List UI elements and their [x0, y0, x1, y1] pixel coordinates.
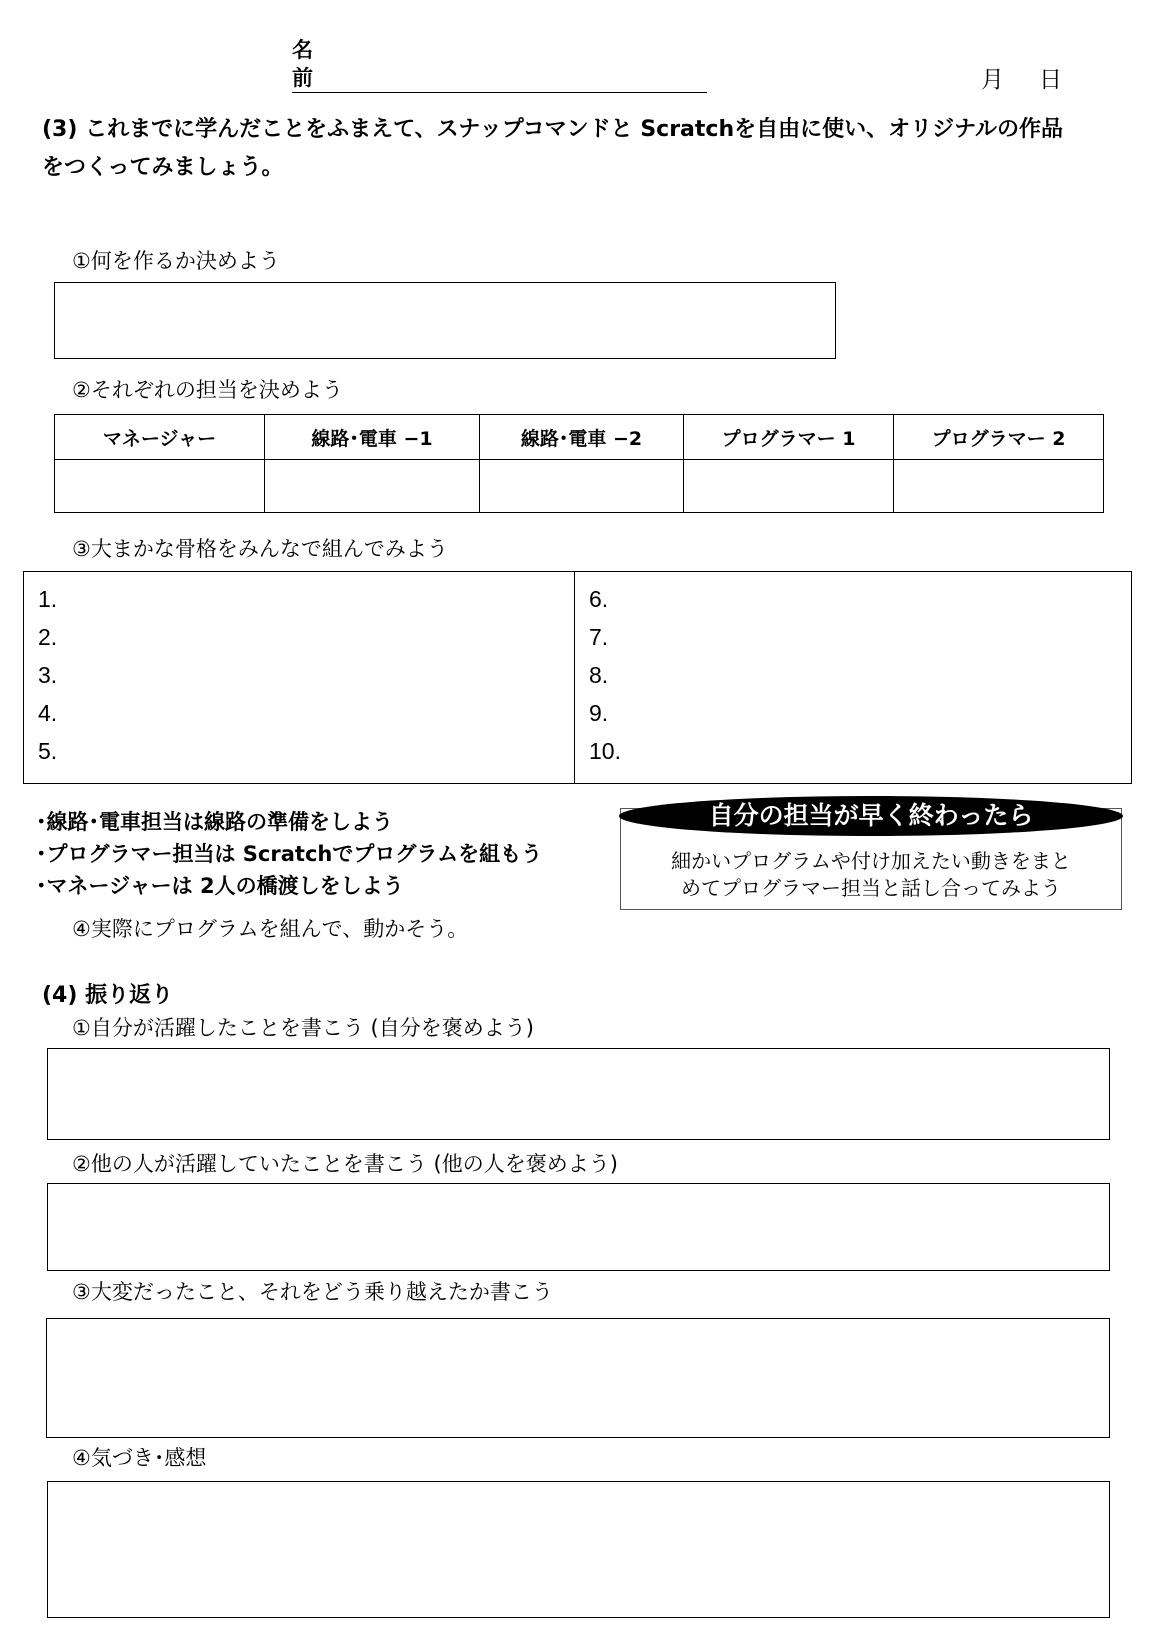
reflection-q2-field[interactable] [47, 1183, 1110, 1271]
skeleton-item: 6. [589, 586, 609, 612]
step2-label: ②それぞれの担当を決めよう [72, 378, 343, 402]
role-cell-programmer-2[interactable] [894, 460, 1104, 513]
reflection-q2-label: ②他の人が活躍していたことを書こう (他の人を褒めよう) [72, 1152, 618, 1176]
name-underline[interactable] [292, 92, 707, 93]
skeleton-item: 10. [589, 738, 621, 764]
skeleton-item: 3. [38, 662, 58, 688]
skeleton-item: 5. [38, 738, 58, 764]
skeleton-item: 8. [589, 662, 609, 688]
skeleton-item: 9. [589, 700, 609, 726]
skeleton-box[interactable] [23, 571, 1132, 784]
roles-input-row [55, 460, 1104, 513]
step4-label: ④実際にプログラムを組んで、動かそう。 [72, 917, 469, 941]
role-header-programmer-1: プログラマー 1 [684, 415, 894, 460]
reflection-q3-field[interactable] [46, 1318, 1110, 1438]
role-header-manager: マネージャー [55, 415, 265, 460]
section3-heading-line1: (3) これまでに学んだことをふまえて、スナップコマンドと Scratchを自由に使い、オリジナルの作品 [42, 117, 1064, 142]
name-label-bottom: 前 [292, 66, 313, 90]
month-label: 月 [981, 67, 1004, 93]
bullet-track-role: ･線路･電車担当は線路の準備をしよう [36, 810, 393, 834]
reflection-q4-label: ④気づき･感想 [72, 1446, 207, 1470]
skeleton-item: 2. [38, 624, 58, 650]
bullet-manager-role: ･マネージャーは 2人の橋渡しをしよう [36, 874, 404, 898]
tip-body [620, 848, 1122, 902]
role-cell-manager[interactable] [55, 460, 265, 513]
role-header-programmer-2: プログラマー 2 [894, 415, 1104, 460]
bullet-programmer-role: ･プログラマー担当は Scratchでプログラムを組もう [36, 842, 543, 866]
skeleton-item: 1. [38, 586, 58, 612]
section4-heading: (4) 振り返り [42, 983, 174, 1008]
reflection-q4-field[interactable] [47, 1481, 1110, 1618]
role-header-track-1: 線路･電車 −1 [265, 415, 480, 460]
tip-line-2: めてプログラマー担当と話し合ってみよう [681, 876, 1061, 900]
role-header-track-2: 線路･電車 −2 [480, 415, 684, 460]
reflection-q1-field[interactable] [47, 1048, 1110, 1140]
role-cell-track-1[interactable] [265, 460, 480, 513]
skeleton-divider [574, 572, 575, 783]
skeleton-item: 7. [589, 624, 609, 650]
reflection-q3-label: ③大変だったこと、それをどう乗り越えたか書こう [72, 1280, 553, 1304]
tip-title: 自分の担当が早く終わったら [619, 796, 1123, 836]
what-to-make-field[interactable] [54, 282, 836, 359]
role-cell-track-2[interactable] [480, 460, 684, 513]
reflection-q1-label: ①自分が活躍したことを書こう (自分を褒めよう) [72, 1016, 534, 1040]
step1-label: ①何を作るか決めよう [72, 249, 280, 273]
roles-header-row [55, 415, 1104, 460]
tip-line-1: 細かいプログラムや付け加えたい動きをまと [671, 849, 1071, 873]
roles-table [54, 414, 1104, 513]
step3-label: ③大まかな骨格をみんなで組んでみよう [72, 537, 448, 561]
skeleton-item: 4. [38, 700, 58, 726]
day-label: 日 [1039, 67, 1062, 93]
name-label-top: 名 [292, 38, 313, 62]
role-cell-programmer-1[interactable] [684, 460, 894, 513]
section3-heading-line2: をつくってみましょう。 [42, 155, 284, 180]
